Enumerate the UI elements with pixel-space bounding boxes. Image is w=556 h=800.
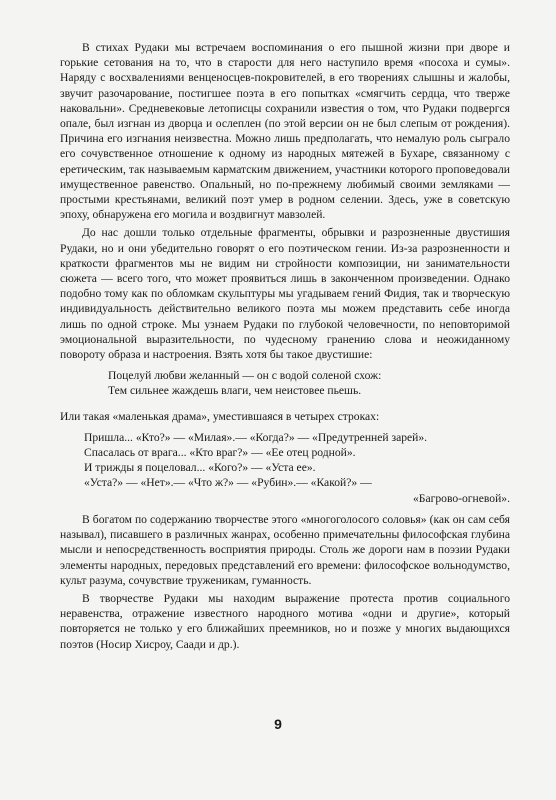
page-body: [60, 40, 510, 652]
paragraph-2: До нас дошли только отдельные фрагменты, обрывки и разрозненные двустишия Рудаки, но и они убедительно говорят о его поэтическом гении. Из-за разрозненности и краткости фрагментов мы не видим ни стройности композиции, ни занимательности сюжета — всего того, что может проявиться лишь в законченном произведении. Однако подобно тому как по обломкам скульптуры мы угадываем гений Фидия, так и творческую индивидуальность действительно великого поэта мы можем представить себе иногда лишь по одной строке. Мы узнаем Рудаки по глубокой человечности, по неповторимой эмоциональной выразительности, по чудесному гранению слова и неожиданному повороту образа и настроения. Взять хотя бы такое двустишие:: [60, 226, 510, 362]
verse-line: Пришла... «Кто?» — «Милая».— «Когда?» — «Предутренней зарей».: [84, 430, 428, 444]
paragraph-3: В богатом по содержанию творчестве этого «многоголосого соловья» (как он сам себя называл), писавшего в различных жанрах, особенно примечательны философская глубина мысли и непосредственность восприятия природы. Столь же дороги нам в поэзии Рудаки элементы народных, передовых представлений его времени: философское вольнодумство, культ разума, сочувствие труженикам, гуманность.: [60, 512, 510, 587]
verse-line: Тем сильнее жаждешь влаги, чем неистовее пьешь.: [108, 384, 362, 398]
verse-line: И трижды я поцеловал... «Кого?» — «Уста ее».: [84, 461, 316, 475]
quatrain: [84, 430, 510, 506]
verse-line: «Багрово-огневой».: [413, 491, 510, 505]
verse-line: Спасалась от врага... «Кто враг?» — «Ее отец родной».: [84, 446, 356, 460]
couplet: [108, 368, 510, 398]
verse-line: Поцелуй любви желанный — он с водой соленой схож:: [108, 369, 382, 383]
paragraph-4: В творчестве Рудаки мы находим выражение протеста против социального неравенства, отражение известного народного мотива «одни и другие», который повторяется не только у его ближайших преемников, но и позже у многих выдающихся поэтов (Носир Хисроу, Саади и др.).: [60, 591, 510, 651]
paragraph-intro: Или такая «маленькая драма», уместившаяся в четырех строках:: [60, 409, 380, 423]
page-number: 9: [274, 716, 282, 732]
paragraph-1: В стихах Рудаки мы встречаем воспоминания о его пышной жизни при дворе и горькие сетования на то, что в старости для него наступило время «посоха и сумы». Наряду с восхвалениями венценосцев-покровителей, в его творениях слышны и жалобы, звучит разочарование, постигшее поэта в его попытках «смягчить сердца, что тверже наковальни». Средневековые летописцы сохранили известия о том, что Рудаки подвергся опале, был изгнан из дворца и ослеплен (по этой версии он не был слепым от рождения). Причина его изгнания неизвестна. Можно лишь предполагать, что немалую роль сыграло его сочувственное отношение к одному из народных мятежей в Бухаре, связанному с еретическим, так называемым карматским движением, участники которого проповедовали имущественное равенство. Опальный, но по-прежнему любимый своими земляками — простыми крестьянами, великий поэт умер в родном селении. Здесь, уже в советскую эпоху, обнаружена его могила и воздвигнут мавзолей.: [60, 41, 510, 222]
verse-line: «Уста?» — «Нет».— «Что ж?» — «Рубин».— «Какой?» —: [84, 476, 372, 490]
